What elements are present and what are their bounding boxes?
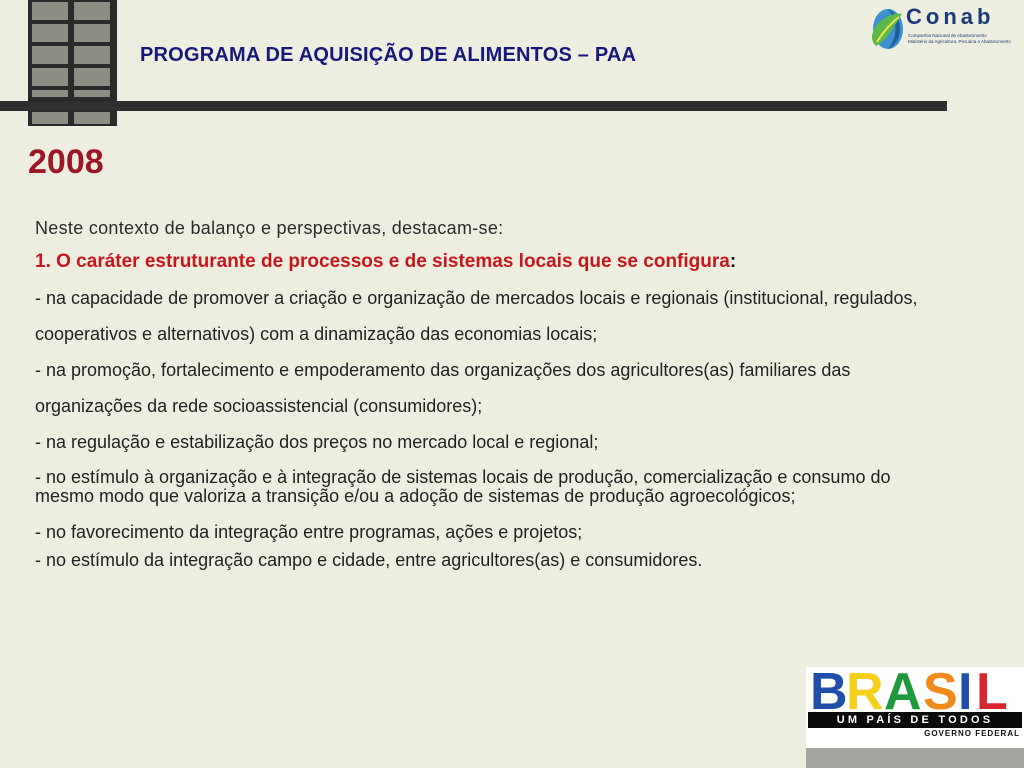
- section-heading-text: 1. O caráter estruturante de processos e de sistemas locais que se configura: [35, 251, 730, 272]
- brasil-letter-i: I: [958, 667, 973, 712]
- year-heading: 2008: [28, 143, 104, 181]
- intro-text: Neste contexto de balanço e perspectivas, destacam-se:: [35, 218, 504, 238]
- bullet-item: - no estímulo à organização e à integração de sistemas locais de produção, comercialização e consumo do mesmo modo que valoriza a transição e/ou a adoção de sistemas de produção agroecológicos;: [35, 467, 891, 506]
- logo-subtitle-1: Companhia Nacional de Abastecimento: [908, 33, 987, 38]
- bullet-item: - na regulação e estabilização dos preços no mercado local e regional;: [35, 432, 599, 452]
- slide-body: [35, 218, 940, 578]
- conab-globe-leaf-icon: [868, 2, 908, 58]
- logo-subtitle-2: Ministério da Agricultura, Pecuária e Abastecimento: [908, 39, 1011, 44]
- footer-logo-shadow: [806, 748, 1024, 768]
- section-heading: [35, 251, 940, 272]
- bullet-item: - no favorecimento da integração entre programas, ações e projetos;: [35, 522, 583, 542]
- conab-logo: [866, 0, 1024, 60]
- bullet-item: - na promoção, fortalecimento e empoderamento das organizações dos agricultores(as) familiares das organizações da rede socioassistencial (consumidores);: [35, 360, 851, 416]
- bullet-item: - no estímulo da integração campo e cidade, entre agricultores(as) e consumidores.: [35, 550, 703, 570]
- brasil-letter-s: S: [923, 667, 958, 712]
- brasil-tagline: UM PAÍS DE TODOS: [808, 712, 1022, 728]
- brasil-wordmark: [808, 667, 1022, 712]
- brasil-letter-l: L: [976, 667, 1008, 712]
- brasil-letter-a: A: [884, 667, 922, 712]
- logo-name: Conab: [906, 4, 995, 29]
- header-divider-bar: [0, 101, 947, 111]
- page-title: PROGRAMA DE AQUISIÇÃO DE ALIMENTOS – PAA: [140, 44, 637, 66]
- brasil-letter-r: R: [846, 667, 884, 712]
- brasil-government-logo: [806, 667, 1024, 748]
- section-heading-colon: :: [729, 251, 737, 272]
- governo-federal-label: GOVERNO FEDERAL: [924, 729, 1020, 738]
- bullet-item: - na capacidade de promover a criação e organização de mercados locais e regionais (institucional, regulados, cooperativos e alternativos) com a dinamização das economias locais;: [35, 288, 918, 344]
- brasil-letter-b: B: [810, 667, 848, 712]
